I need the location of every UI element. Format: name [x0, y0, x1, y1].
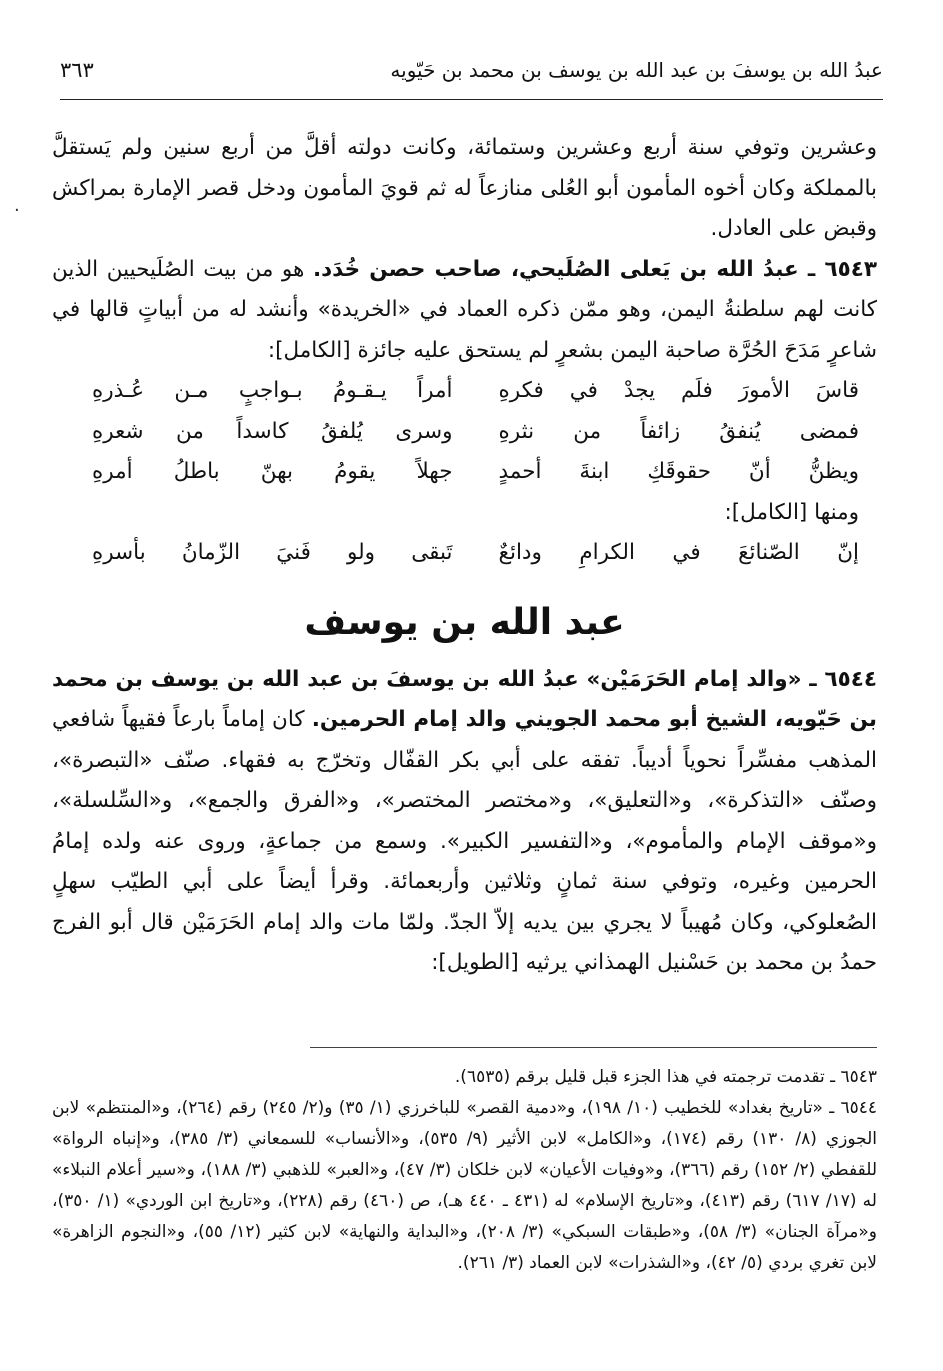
section-title: عبد الله بن يوسف	[304, 601, 625, 643]
verse-second-hemistich: تَبقى ولو فَنيَ الزّمانُ بأسرهِ	[92, 540, 453, 565]
meter-label: ومنها [الكامل]:	[724, 499, 859, 525]
verse-first-hemistich: ويظنُّ أنّ حقوقَكِ ابنةَ أحمدٍ	[498, 459, 859, 484]
verse-first-hemistich: إنّ الصّنائعَ في الكرامِ ودائعٌ	[498, 540, 859, 565]
footnote-rule	[310, 1047, 877, 1048]
entry-6543	[52, 250, 877, 372]
verse-first-hemistich: قاسَ الأمورَ فلَم يجدْ في فكرهِ	[498, 378, 859, 403]
entry-text: كان إماماً بارعاً فقيهاً شافعي المذهب مفسِّراً نحوياً أديباً. تفقه على أبي بكر القفّال وتخرّج به فقهاء. صنّف «التبصرة»، وصنّف «التذكرة»، و«التعليق»، و«مختصر المختصر»، و«الفرق والجمع»، و«السِّلسلة»، و«موقف الإمام والمأموم»، و«التفسير الكبير». وسمع من جماعةٍ، وروى عنه ولده إمامُ الحرمين وغيره، وتوفي سنة ثمانٍ وثلاثين وأربعمائة. وقرأ أيضاً على أبي الطيّب سهلٍ الصُعلوكي، وكان مُهيباً لا يجري بين يديه إلاّ الجدّ. ولمّا مات والد إمام الحَرَمَيْن قال أبو الفرج حمدُ بن محمد بن حَسْنيل الهمذاني يرثيه [الطويل]:	[52, 707, 877, 975]
paragraph-continuation: وعشرين وتوفي سنة أربع وعشرين وستمائة، وكانت دولته أقلَّ من أربع سنين ولم يَستقلَّ بالمملكة وكان أخوه المأمون أبو العُلى منازعاً له ثم قويَ المأمون ودخل قصر الإمارة بمراكش وقبض على العادل.	[52, 135, 877, 241]
verse-block-2	[52, 533, 877, 574]
running-head: عبدُ الله بن يوسفَ بن عبد الله بن يوسف بن محمد بن حَيّويه	[390, 58, 883, 82]
verse-line	[52, 371, 877, 412]
verse-second-hemistich: جهلاً يقومُ بهنّ باطلُ أمرهِ	[92, 459, 453, 484]
verse-second-hemistich: وسرى يُلفقُ كاسداً من شعرهِ	[92, 418, 453, 444]
entry-text: هو من بيت الصُلَيحيين الذين كانت لهم سلطنةُ اليمن، وهو ممّن ذكره العماد في «الخريدة» وأنشد له من أبياتٍ قالها في شاعرٍ مَدَحَ الحُرَّة صاحبة اليمن بشعرٍ لم يستحق عليه جائزة [الكامل]:	[52, 256, 877, 363]
page-header	[60, 58, 883, 98]
footnotes	[52, 1062, 877, 1279]
entry-heading: ٦٥٤٣ ـ عبدُ الله بن يَعلى الصُلَيحي، صاحب حصن خُدَد.	[312, 256, 877, 282]
footnote-6543: ٦٥٤٣ ـ تقدمت ترجمته في هذا الجزء قبل قليل برقم (٦٥٣٥).	[454, 1067, 877, 1087]
page-number: ٣٦٣	[60, 58, 94, 82]
header-rule	[60, 99, 883, 100]
entry-6544	[52, 660, 877, 984]
verse-block-1	[52, 371, 877, 493]
verse-second-hemistich: أمراً يـقـومُ بـواجبٍ مـن عُـذرهِ	[92, 378, 453, 403]
verse-line	[52, 412, 877, 453]
verse-line	[52, 452, 877, 493]
verse-first-hemistich: فمضى يُنفقُ زائفاً من نثرهِ	[498, 418, 859, 444]
main-text	[52, 128, 877, 984]
footnote-6544: ٦٥٤٤ ـ «تاريخ بغداد» للخطيب (١٠/ ١٩٨)، و«دمية القصر» للباخرزي (١/ ٣٥) و(٢/ ٢٤٥) رقم (٢٦٤)، و«المنتظم» لابن الجوزي (٨/ ١٣٠) رقم (١٧٤)، و«الكامل» لابن الأثير (٩/ ٥٣٥)، و«الأنساب» للسمعاني (٣/ ٣٨٥)، و«إنباه الرواة» للقفطي (٢/ ١٥٢) رقم (٣٦٦)، و«وفيات الأعيان» لابن خلكان (٣/ ٤٧)، و«العبر» للذهبي (٣/ ١٨٨)، و«سير أعلام النبلاء» له (١٧/ ٦١٧) رقم (٤١٣)، و«تاريخ الإسلام» له (٤٣١ ـ ٤٤٠ هـ)، ص (٤٦٠) رقم (٢٢٨)، و«تاريخ ابن الوردي» (١/ ٣٥٠)، و«مرآة الجنان» (٣/ ٥٨)، و«طبقات السبكي» (٣/ ٢٠٨)، و«البداية والنهاية» لابن كثير (١٢/ ٥٥)، و«النجوم الزاهرة» لابن تغري بردي (٥/ ٤٢)، و«الشذرات» لابن العماد (٣/ ٢٦١).	[52, 1098, 878, 1273]
verse-line	[52, 533, 877, 574]
margin-mark: ·	[14, 200, 20, 221]
entry-heading: ٦٥٤٤ ـ «والد إمام الحَرَمَيْن» عبدُ الله بن يوسفَ بن عبد الله بن يوسف بن محمد بن حَيّويه، الشيخ أبو محمد الجويني والد إمام الحرمين.	[52, 666, 877, 732]
